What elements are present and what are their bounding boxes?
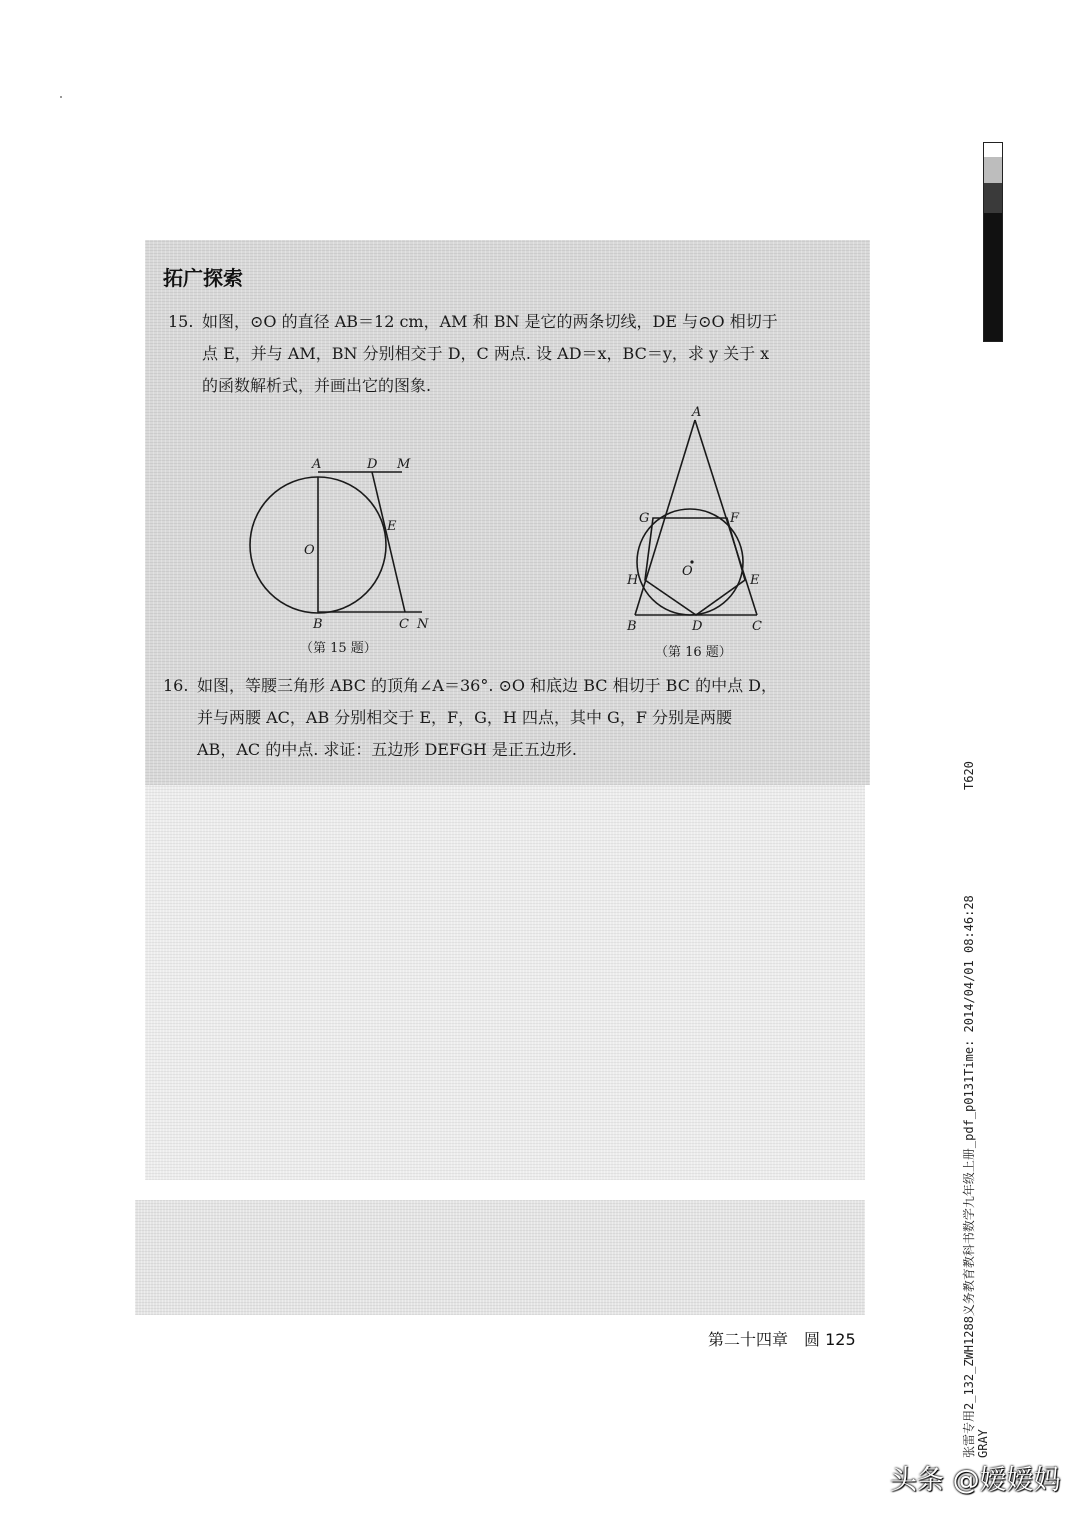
label-H: H (627, 573, 639, 588)
question-line: 并与两腰 AC，AB 分别相交于 E，F，G，H 四点，其中 G，F 分别是两腰 (197, 708, 733, 727)
label-N: N (417, 617, 429, 632)
question-line: AB，AC 的中点. 求证：五边形 DEFGH 是正五边形. (197, 740, 577, 759)
label-A: A (312, 457, 322, 472)
label-M: M (397, 457, 411, 472)
circle-tangent-diagram (240, 450, 450, 640)
label-O: O (304, 543, 315, 558)
scan-noise-area-lower (135, 1200, 865, 1315)
label-A: A (692, 405, 702, 420)
scan-noise-area (145, 785, 865, 1180)
question-line: 如图，等腰三角形 ABC 的顶角∠A＝36°. ⊙O 和底边 BC 相切于 BC 的中点 D， (197, 676, 777, 695)
watermark: 头条 @嫒嫒妈 (890, 1465, 1061, 1496)
label-F: F (730, 511, 740, 526)
figure-16-caption: （第 16 题） (655, 645, 732, 660)
label-G: G (639, 511, 650, 526)
label-E: E (750, 573, 760, 588)
label-C: C (399, 617, 409, 632)
label-E: E (387, 519, 397, 534)
question-16 (163, 670, 777, 766)
label-D: D (692, 619, 703, 634)
question-line: 如图，⊙O 的直径 AB＝12 cm，AM 和 BN 是它的两条切线，DE 与⊙O 相切于 (202, 312, 778, 331)
figure-16 (615, 400, 775, 635)
label-D: D (367, 457, 378, 472)
scan-code: T620 (962, 761, 976, 790)
question-number: 15. (168, 312, 194, 331)
pentagon-triangle-diagram (615, 400, 775, 635)
scan-speck (60, 96, 62, 98)
label-B: B (313, 617, 323, 632)
figure-15-caption: （第 15 题） (300, 641, 377, 656)
scan-side-text: 张雷专用2_132_ZWH1288义务教育教科书数学九年级上册_pdf_p0131Time: 2014/04/01 08:46:28 (962, 895, 976, 1458)
question-15 (168, 306, 778, 402)
question-line: 点 E，并与 AM，BN 分别相交于 D，C 两点. 设 AD＝x，BC＝y，求 y 关于 x (202, 344, 770, 363)
section-title: 拓广探索 (163, 266, 243, 290)
question-line: 的函数解析式，并画出它的图象. (202, 376, 432, 395)
grayscale-calibration-strip (983, 142, 1003, 342)
scan-gray-label: GRAY (976, 1429, 990, 1458)
page-footer: 第二十四章 圆 125 (708, 1330, 856, 1349)
label-B: B (627, 619, 637, 634)
label-C: C (752, 619, 762, 634)
figure-15 (240, 450, 450, 640)
question-number: 16. (163, 676, 189, 695)
label-O: O (682, 564, 693, 579)
